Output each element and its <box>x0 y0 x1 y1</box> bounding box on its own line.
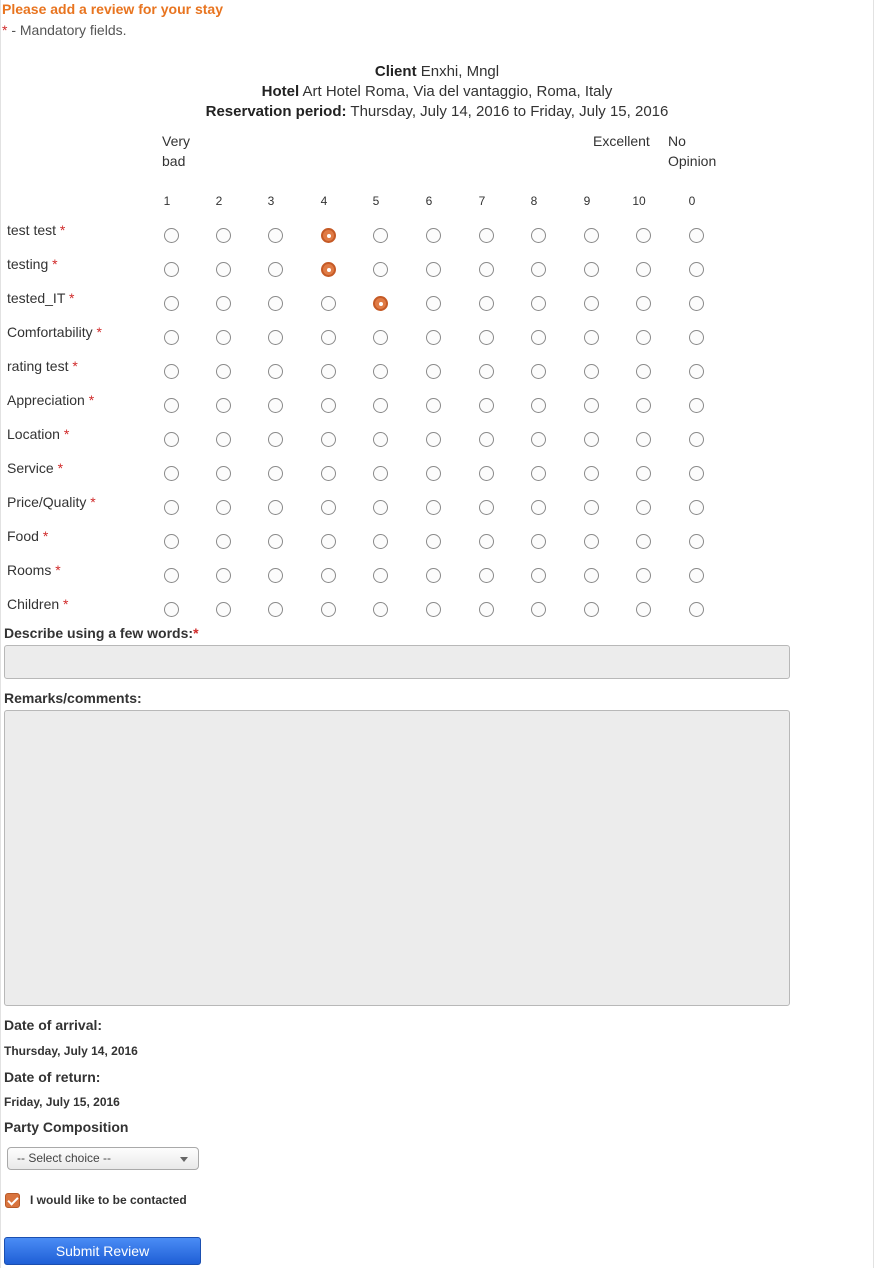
rating-radio[interactable] <box>479 228 494 243</box>
rating-radio[interactable] <box>636 228 651 243</box>
describe-input[interactable] <box>4 645 790 679</box>
rating-radio[interactable] <box>636 330 651 345</box>
rating-radio[interactable] <box>321 568 336 583</box>
contact-checkbox[interactable] <box>5 1193 20 1208</box>
rating-radio[interactable] <box>479 330 494 345</box>
rating-radio[interactable] <box>321 432 336 447</box>
very-bad-line1: Very <box>162 133 191 149</box>
criterion-label <box>7 222 65 238</box>
rating-radio[interactable] <box>216 296 231 311</box>
period-value: Thursday, July 14, 2016 to Friday, July 15, 2016 <box>350 103 669 120</box>
rating-radio[interactable] <box>531 228 546 243</box>
page-title: Please add a review for your stay <box>2 1 223 17</box>
rating-radio[interactable] <box>636 602 651 617</box>
rating-radio[interactable] <box>479 432 494 447</box>
rating-radio[interactable] <box>164 534 179 549</box>
rating-radio[interactable] <box>216 602 231 617</box>
rating-radio[interactable] <box>164 602 179 617</box>
criterion-label <box>7 528 48 544</box>
client-line <box>0 63 874 80</box>
rating-radio[interactable] <box>689 228 704 243</box>
chevron-down-icon <box>180 1157 188 1162</box>
rating-radio[interactable] <box>321 602 336 617</box>
rating-radio[interactable] <box>531 500 546 515</box>
rating-radio[interactable] <box>216 228 231 243</box>
rating-radio[interactable] <box>426 568 441 583</box>
rating-radio[interactable] <box>426 432 441 447</box>
rating-radio[interactable] <box>426 500 441 515</box>
rating-radio[interactable] <box>531 432 546 447</box>
rating-radio[interactable] <box>636 398 651 413</box>
rating-radio[interactable] <box>689 262 704 277</box>
left-border <box>0 0 1 1268</box>
rating-radio[interactable] <box>373 364 388 379</box>
criterion-label <box>7 256 58 272</box>
criterion-label <box>7 460 63 476</box>
rating-radio[interactable] <box>216 500 231 515</box>
arrival-label: Date of arrival: <box>4 1017 103 1033</box>
rating-radio[interactable] <box>531 262 546 277</box>
rating-radio[interactable] <box>636 500 651 515</box>
rating-radio[interactable] <box>531 296 546 311</box>
submit-review-button[interactable]: Submit Review <box>4 1237 201 1265</box>
scale-number: 0 <box>688 194 696 208</box>
describe-label-text: Describe using a few words: <box>4 625 194 641</box>
rating-radio[interactable] <box>689 466 704 481</box>
rating-radio[interactable] <box>321 296 336 311</box>
rating-radio[interactable] <box>164 296 179 311</box>
criterion-label-text: Rooms <box>7 562 52 578</box>
rating-radio[interactable] <box>373 432 388 447</box>
criterion-label-text: Location <box>7 426 60 442</box>
rating-radio[interactable] <box>584 466 599 481</box>
remarks-label: Remarks/comments: <box>4 690 142 706</box>
rating-radio[interactable] <box>689 568 704 583</box>
required-star: * <box>57 460 64 476</box>
describe-label <box>4 625 199 641</box>
rating-radio[interactable] <box>216 330 231 345</box>
required-star: * <box>52 256 58 272</box>
required-star: * <box>63 426 70 442</box>
rating-radio[interactable] <box>164 262 179 277</box>
criterion-label <box>7 290 74 306</box>
rating-radio[interactable] <box>216 262 231 277</box>
rating-radio[interactable] <box>373 466 388 481</box>
mandatory-star: * <box>2 22 8 38</box>
rating-radio[interactable] <box>584 398 599 413</box>
rating-radio[interactable] <box>373 262 388 277</box>
rating-radio[interactable] <box>268 568 283 583</box>
rating-radio[interactable] <box>164 432 179 447</box>
criterion-label <box>7 562 61 578</box>
rating-radio[interactable] <box>531 330 546 345</box>
describe-required-star: * <box>193 625 199 641</box>
rating-radio[interactable] <box>164 228 179 243</box>
rating-radio[interactable] <box>164 398 179 413</box>
return-value: Friday, July 15, 2016 <box>4 1095 120 1109</box>
mandatory-text: - Mandatory fields. <box>7 22 127 38</box>
required-star: * <box>72 358 78 374</box>
rating-radio[interactable] <box>426 330 441 345</box>
rating-radio[interactable] <box>164 568 179 583</box>
rating-radio[interactable] <box>321 228 336 243</box>
rating-radio[interactable] <box>164 500 179 515</box>
rating-radio[interactable] <box>479 568 494 583</box>
required-star: * <box>42 528 49 544</box>
rating-radio[interactable] <box>426 602 441 617</box>
criterion-label-text: rating test <box>7 358 69 374</box>
required-star: * <box>90 494 96 510</box>
rating-radio[interactable] <box>531 568 546 583</box>
party-composition-select[interactable] <box>7 1147 199 1170</box>
rating-radio[interactable] <box>479 296 494 311</box>
required-star: * <box>88 392 95 408</box>
rating-radio[interactable] <box>479 534 494 549</box>
rating-radio[interactable] <box>216 364 231 379</box>
scale-number: 6 <box>425 194 433 208</box>
rating-radio[interactable] <box>426 466 441 481</box>
rating-radio[interactable] <box>321 466 336 481</box>
rating-radio[interactable] <box>531 602 546 617</box>
rating-radio[interactable] <box>584 364 599 379</box>
rating-radio[interactable] <box>321 500 336 515</box>
rating-radio[interactable] <box>689 364 704 379</box>
rating-radio[interactable] <box>216 568 231 583</box>
period-label: Reservation period: <box>205 103 347 120</box>
scale-number: 1 <box>163 194 171 208</box>
required-star: * <box>63 596 69 612</box>
rating-radio[interactable] <box>216 432 231 447</box>
rating-radio[interactable] <box>636 432 651 447</box>
scale-number: 10 <box>632 194 646 208</box>
rating-radio[interactable] <box>689 500 704 515</box>
arrival-value: Thursday, July 14, 2016 <box>4 1044 138 1058</box>
rating-radio[interactable] <box>373 602 388 617</box>
rating-radio[interactable] <box>426 228 441 243</box>
rating-radio[interactable] <box>268 500 283 515</box>
rating-radio[interactable] <box>636 568 651 583</box>
rating-radio[interactable] <box>373 568 388 583</box>
criterion-label-text: tested_IT <box>7 290 66 306</box>
rating-radio[interactable] <box>584 568 599 583</box>
rating-radio[interactable] <box>268 602 283 617</box>
very-bad-line2: bad <box>162 153 186 169</box>
scale-number: 7 <box>478 194 486 208</box>
criterion-label-text: Appreciation <box>7 392 85 408</box>
rating-radio[interactable] <box>689 534 704 549</box>
scale-number: 3 <box>267 194 275 208</box>
scale-no-opinion <box>668 131 716 171</box>
rating-radio[interactable] <box>689 398 704 413</box>
rating-radio[interactable] <box>689 296 704 311</box>
rating-radio[interactable] <box>164 466 179 481</box>
rating-radio[interactable] <box>268 534 283 549</box>
contact-label[interactable]: I would like to be contacted <box>30 1193 187 1207</box>
rating-radio[interactable] <box>584 262 599 277</box>
required-star: * <box>69 290 75 306</box>
rating-radio[interactable] <box>479 364 494 379</box>
rating-radio[interactable] <box>531 398 546 413</box>
no-opinion-line1: No <box>668 133 686 149</box>
rating-radio[interactable] <box>216 534 231 549</box>
scale-number: 5 <box>372 194 380 208</box>
rating-radio[interactable] <box>321 262 336 277</box>
client-label: Client <box>374 63 417 80</box>
no-opinion-line2: Opinion <box>668 153 717 169</box>
rating-radio[interactable] <box>321 534 336 549</box>
rating-radio[interactable] <box>479 602 494 617</box>
rating-radio[interactable] <box>479 398 494 413</box>
rating-radio[interactable] <box>689 432 704 447</box>
rating-radio[interactable] <box>373 296 388 311</box>
criterion-label-text: Comfortability <box>7 324 93 340</box>
party-selected-value: -- Select choice -- <box>17 1151 112 1165</box>
rating-radio[interactable] <box>531 466 546 481</box>
rating-radio[interactable] <box>636 364 651 379</box>
rating-radio[interactable] <box>268 364 283 379</box>
rating-radio[interactable] <box>584 602 599 617</box>
rating-radio[interactable] <box>479 466 494 481</box>
rating-radio[interactable] <box>584 330 599 345</box>
rating-radio[interactable] <box>268 398 283 413</box>
required-star: * <box>55 562 61 578</box>
rating-radio[interactable] <box>373 330 388 345</box>
rating-radio[interactable] <box>636 534 651 549</box>
hotel-value: Art Hotel Roma, Via del vantaggio, Roma, Italy <box>302 83 613 100</box>
rating-radio[interactable] <box>479 500 494 515</box>
rating-radio[interactable] <box>426 534 441 549</box>
criterion-label <box>7 324 102 340</box>
rating-radio[interactable] <box>373 534 388 549</box>
criterion-label <box>7 392 94 408</box>
criterion-label-text: test test <box>7 222 57 238</box>
rating-radio[interactable] <box>636 262 651 277</box>
rating-radio[interactable] <box>268 466 283 481</box>
scale-very-bad <box>162 131 190 171</box>
criterion-label-text: Food <box>7 528 39 544</box>
rating-radio[interactable] <box>164 364 179 379</box>
rating-radio[interactable] <box>373 500 388 515</box>
scale-number: 2 <box>215 194 223 208</box>
scale-number: 9 <box>583 194 591 208</box>
rating-radio[interactable] <box>584 534 599 549</box>
return-label: Date of return: <box>4 1069 101 1085</box>
rating-radio[interactable] <box>321 330 336 345</box>
rating-radio[interactable] <box>321 398 336 413</box>
rating-radio[interactable] <box>584 432 599 447</box>
criterion-label <box>7 426 69 442</box>
rating-radio[interactable] <box>268 330 283 345</box>
rating-radio[interactable] <box>216 398 231 413</box>
criterion-label <box>7 596 68 612</box>
rating-radio[interactable] <box>268 228 283 243</box>
hotel-label: Hotel <box>261 83 300 100</box>
rating-radio[interactable] <box>584 500 599 515</box>
criterion-label-text: Price/Quality <box>7 494 87 510</box>
rating-radio[interactable] <box>689 602 704 617</box>
rating-radio[interactable] <box>268 262 283 277</box>
rating-radio[interactable] <box>321 364 336 379</box>
criterion-label-text: Service <box>7 460 54 476</box>
rating-radio[interactable] <box>584 296 599 311</box>
rating-radio[interactable] <box>479 262 494 277</box>
party-label: Party Composition <box>4 1119 129 1135</box>
scale-excellent: Excellent <box>593 133 650 149</box>
remarks-textarea[interactable] <box>4 710 790 1006</box>
rating-radio[interactable] <box>164 330 179 345</box>
rating-radio[interactable] <box>426 398 441 413</box>
period-line <box>0 103 874 120</box>
rating-radio[interactable] <box>268 432 283 447</box>
hotel-line <box>0 83 874 100</box>
criterion-label-text: testing <box>7 256 49 272</box>
rating-radio[interactable] <box>373 398 388 413</box>
client-value: Enxhi, Mngl <box>420 63 500 80</box>
rating-radio[interactable] <box>268 296 283 311</box>
rating-radio[interactable] <box>426 364 441 379</box>
criterion-label-text: Children <box>7 596 60 612</box>
rating-radio[interactable] <box>373 228 388 243</box>
rating-radio[interactable] <box>426 296 441 311</box>
criterion-label <box>7 494 96 510</box>
scale-number: 8 <box>530 194 538 208</box>
rating-radio[interactable] <box>636 466 651 481</box>
rating-radio[interactable] <box>584 228 599 243</box>
required-star: * <box>96 324 102 340</box>
rating-radio[interactable] <box>689 330 704 345</box>
rating-radio[interactable] <box>426 262 441 277</box>
rating-radio[interactable] <box>636 296 651 311</box>
mandatory-note <box>2 22 127 38</box>
scale-number: 4 <box>320 194 328 208</box>
rating-radio[interactable] <box>531 364 546 379</box>
rating-radio[interactable] <box>531 534 546 549</box>
required-star: * <box>59 222 66 238</box>
rating-radio[interactable] <box>216 466 231 481</box>
criterion-label <box>7 358 78 374</box>
